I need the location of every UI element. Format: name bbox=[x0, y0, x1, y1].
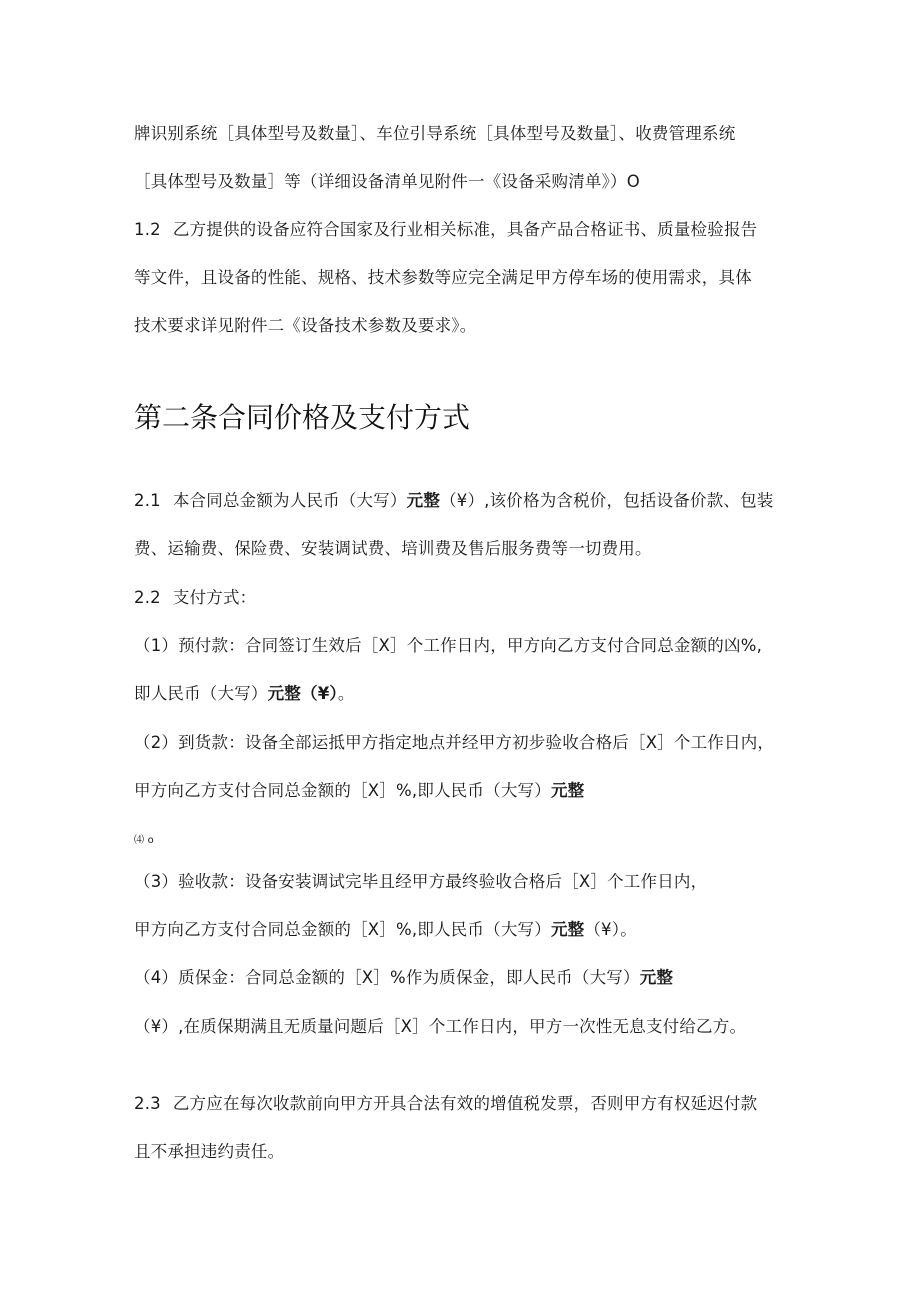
clause-text: （4）质保金：合同总金额的［X］%作为质保金，即人民币（大写） bbox=[134, 968, 640, 987]
bold-amount: 元整（¥） bbox=[267, 684, 338, 703]
clause-text: 乙方应在每次收款前向甲方开具合法有效的增值税发票，否则甲方有权延迟付款 bbox=[172, 1094, 758, 1113]
paragraph-line: ［具体型号及数量］等（详细设备清单见附件一《设备采购清单》）O bbox=[134, 172, 640, 191]
paragraph-line: 牌识别系统［具体型号及数量］、车位引导系统［具体型号及数量］、收费管理系统 bbox=[134, 124, 736, 143]
item-2-line3: ⑷ o bbox=[134, 835, 154, 846]
bold-amount: 元整 bbox=[550, 781, 585, 800]
item-2-line1: （2）到货款：设备全部运抵甲方指定地点并经甲方初步验收合格后［X］个工作日内， bbox=[134, 733, 775, 752]
item-3-line2 bbox=[134, 922, 637, 939]
clause-text: 甲方向乙方支付合同总金额的［X］%,即人民币（大写） bbox=[134, 781, 551, 800]
clause-2-3-line2: 且不承担违约责任。 bbox=[134, 1142, 285, 1161]
clause-1-2-line3: 技术要求详见附件二《设备技术参数及要求》。 bbox=[134, 316, 477, 335]
item-4-line2: （¥）,在质保期满且无质量问题后［X］个工作日内，甲方一次性无息支付给乙方。 bbox=[134, 1017, 747, 1036]
clause-number: 1.2 bbox=[134, 220, 161, 239]
clause-text: 乙方提供的设备应符合国家及行业相关标准，具备产品合格证书、质量检验报告 bbox=[172, 220, 758, 239]
clause-text: 本合同总金额为人民币（大写） bbox=[172, 491, 407, 510]
item-1-line1: （1）预付款：合同签订生效后［X］个工作日内，甲方向乙方支付合同总金额的凶%, bbox=[134, 636, 763, 655]
item-3-line1: （3）验收款：设备安装调试完毕且经甲方最终验收合格后［X］个工作日内， bbox=[134, 872, 708, 891]
item-1-line2 bbox=[134, 686, 355, 703]
clause-text: （¥）,该价格为含税价，包括设备价款、包装 bbox=[440, 491, 774, 510]
clause-text: （¥）。 bbox=[584, 920, 637, 939]
clause-2-2-title bbox=[134, 590, 256, 607]
clause-number: 2.1 bbox=[134, 491, 161, 510]
clause-text: 支付方式： bbox=[172, 588, 257, 607]
bold-amount: 元整 bbox=[406, 491, 441, 510]
clause-text: 即人民币（大写） bbox=[134, 684, 268, 703]
clause-text: 甲方向乙方支付合同总金额的［X］%,即人民币（大写） bbox=[134, 920, 551, 939]
clause-text: 。 bbox=[337, 684, 355, 703]
clause-1-2-line1 bbox=[134, 222, 757, 239]
section-heading: 第二条合同价格及支付方式 bbox=[134, 401, 471, 434]
bold-amount: 元整 bbox=[550, 920, 585, 939]
clause-2-1-line1 bbox=[134, 493, 774, 510]
bold-amount: 元整 bbox=[639, 968, 674, 987]
clause-1-2-line2: 等文件，且设备的性能、规格、技术参数等应完全满足甲方停车场的使用需求，具体 bbox=[134, 268, 752, 287]
item-4-line1 bbox=[134, 970, 673, 987]
clause-number: 2.2 bbox=[134, 588, 161, 607]
clause-number: 2.3 bbox=[134, 1094, 161, 1113]
clause-2-3-line1 bbox=[134, 1096, 757, 1113]
item-2-line2 bbox=[134, 783, 584, 800]
clause-2-1-line2: 费、运输费、保险费、安装调试费、培训费及售后服务费等一切费用。 bbox=[134, 539, 652, 558]
